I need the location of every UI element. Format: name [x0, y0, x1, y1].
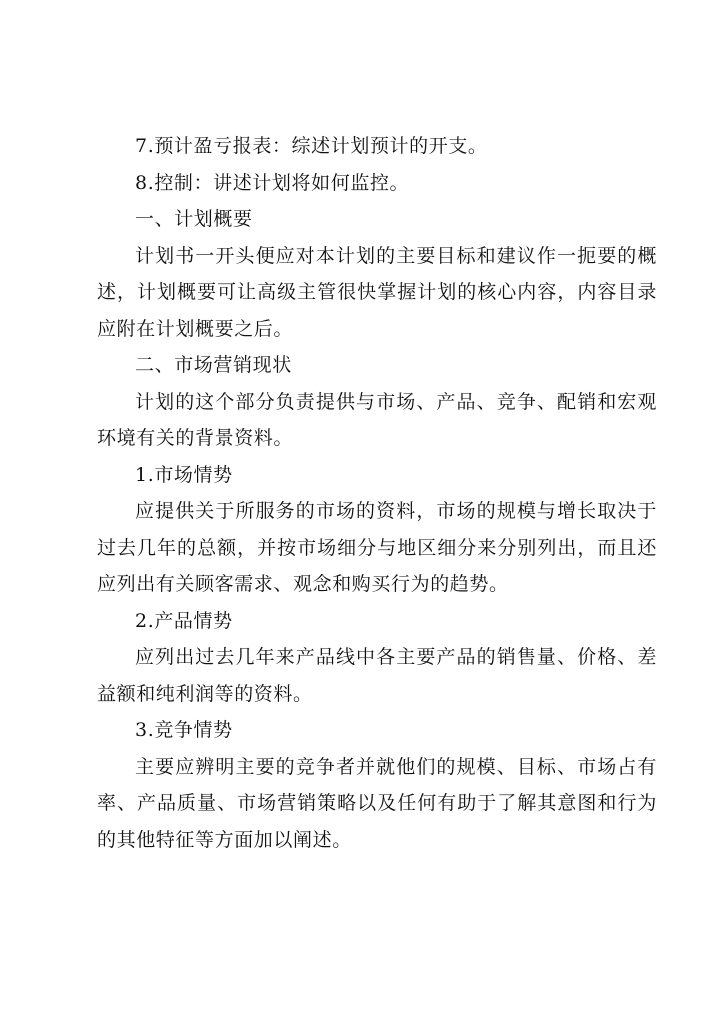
document-body — [97, 128, 657, 858]
heading-plan-summary: 一、计划概要 — [135, 208, 253, 230]
heading-marketing-status: 二、市场营销现状 — [135, 354, 292, 376]
paragraph-marketing-status: 计划的这个部分负责提供与市场、产品、竞争、配销和宏观环境有关的背景资料。 — [97, 390, 657, 449]
heading-competition-situation: 3.竞争情势 — [135, 719, 233, 741]
paragraph-plan-summary: 计划书一开头便应对本计划的主要目标和建议作一扼要的概述，计划概要可让高级主管很快掌握计划的核心内容，内容目录应附在计划概要之后。 — [97, 244, 657, 340]
paragraph-profit-loss: 7.预计盈亏报表：综述计划预计的开支。 — [135, 135, 488, 157]
heading-market-situation: 1.市场情势 — [135, 463, 233, 486]
paragraph-competition-situation: 主要应辨明主要的竞争者并就他们的规模、目标、市场占有率、产品质量、市场营销策略以及任何有助于了解其意图和行为的其他特征等方面加以阐述。 — [97, 755, 657, 851]
heading-product-situation: 2.产品情势 — [135, 609, 233, 632]
paragraph-product-situation: 应列出过去几年来产品线中各主要产品的销售量、价格、差益额和纯利润等的资料。 — [97, 646, 657, 705]
paragraph-market-situation: 应提供关于所服务的市场的资料，市场的规模与增长取决于过去几年的总额，并按市场细分与地区细分来分别列出，而且还应列出有关顾客需求、观念和购买行为的趋势。 — [97, 500, 657, 595]
paragraph-control: 8.控制：讲述计划将如何监控。 — [135, 171, 410, 194]
